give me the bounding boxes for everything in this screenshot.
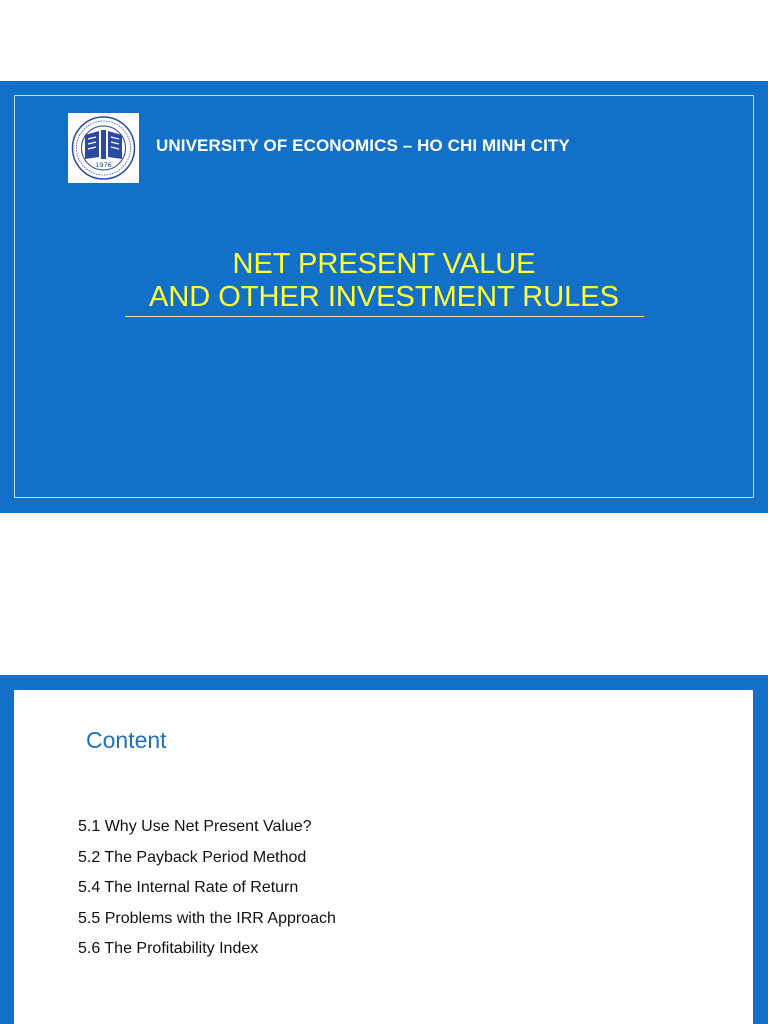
slide-title-line-2: AND OTHER INVESTMENT RULES — [149, 281, 619, 313]
toc-item: 5.2 The Payback Period Method — [78, 848, 307, 866]
toc-item: 5.5 Problems with the IRR Approach — [78, 909, 336, 927]
university-name: UNIVERSITY OF ECONOMICS – HO CHI MINH CITY — [156, 136, 570, 155]
title-slide — [0, 81, 768, 513]
slide-title-line-1: NET PRESENT VALUE — [232, 248, 536, 280]
content-slide — [0, 675, 768, 1024]
toc-item: 5.4 The Internal Rate of Return — [78, 879, 299, 896]
content-panel — [14, 690, 753, 1024]
svg-text:1976: 1976 — [95, 161, 112, 169]
table-of-contents — [78, 812, 336, 965]
title-underline — [125, 316, 644, 317]
content-heading: Content — [86, 727, 167, 753]
toc-item: 5.6 The Profitability Index — [78, 940, 259, 957]
toc-item: 5.1 Why Use Net Present Value? — [78, 818, 312, 835]
university-logo — [68, 113, 139, 183]
